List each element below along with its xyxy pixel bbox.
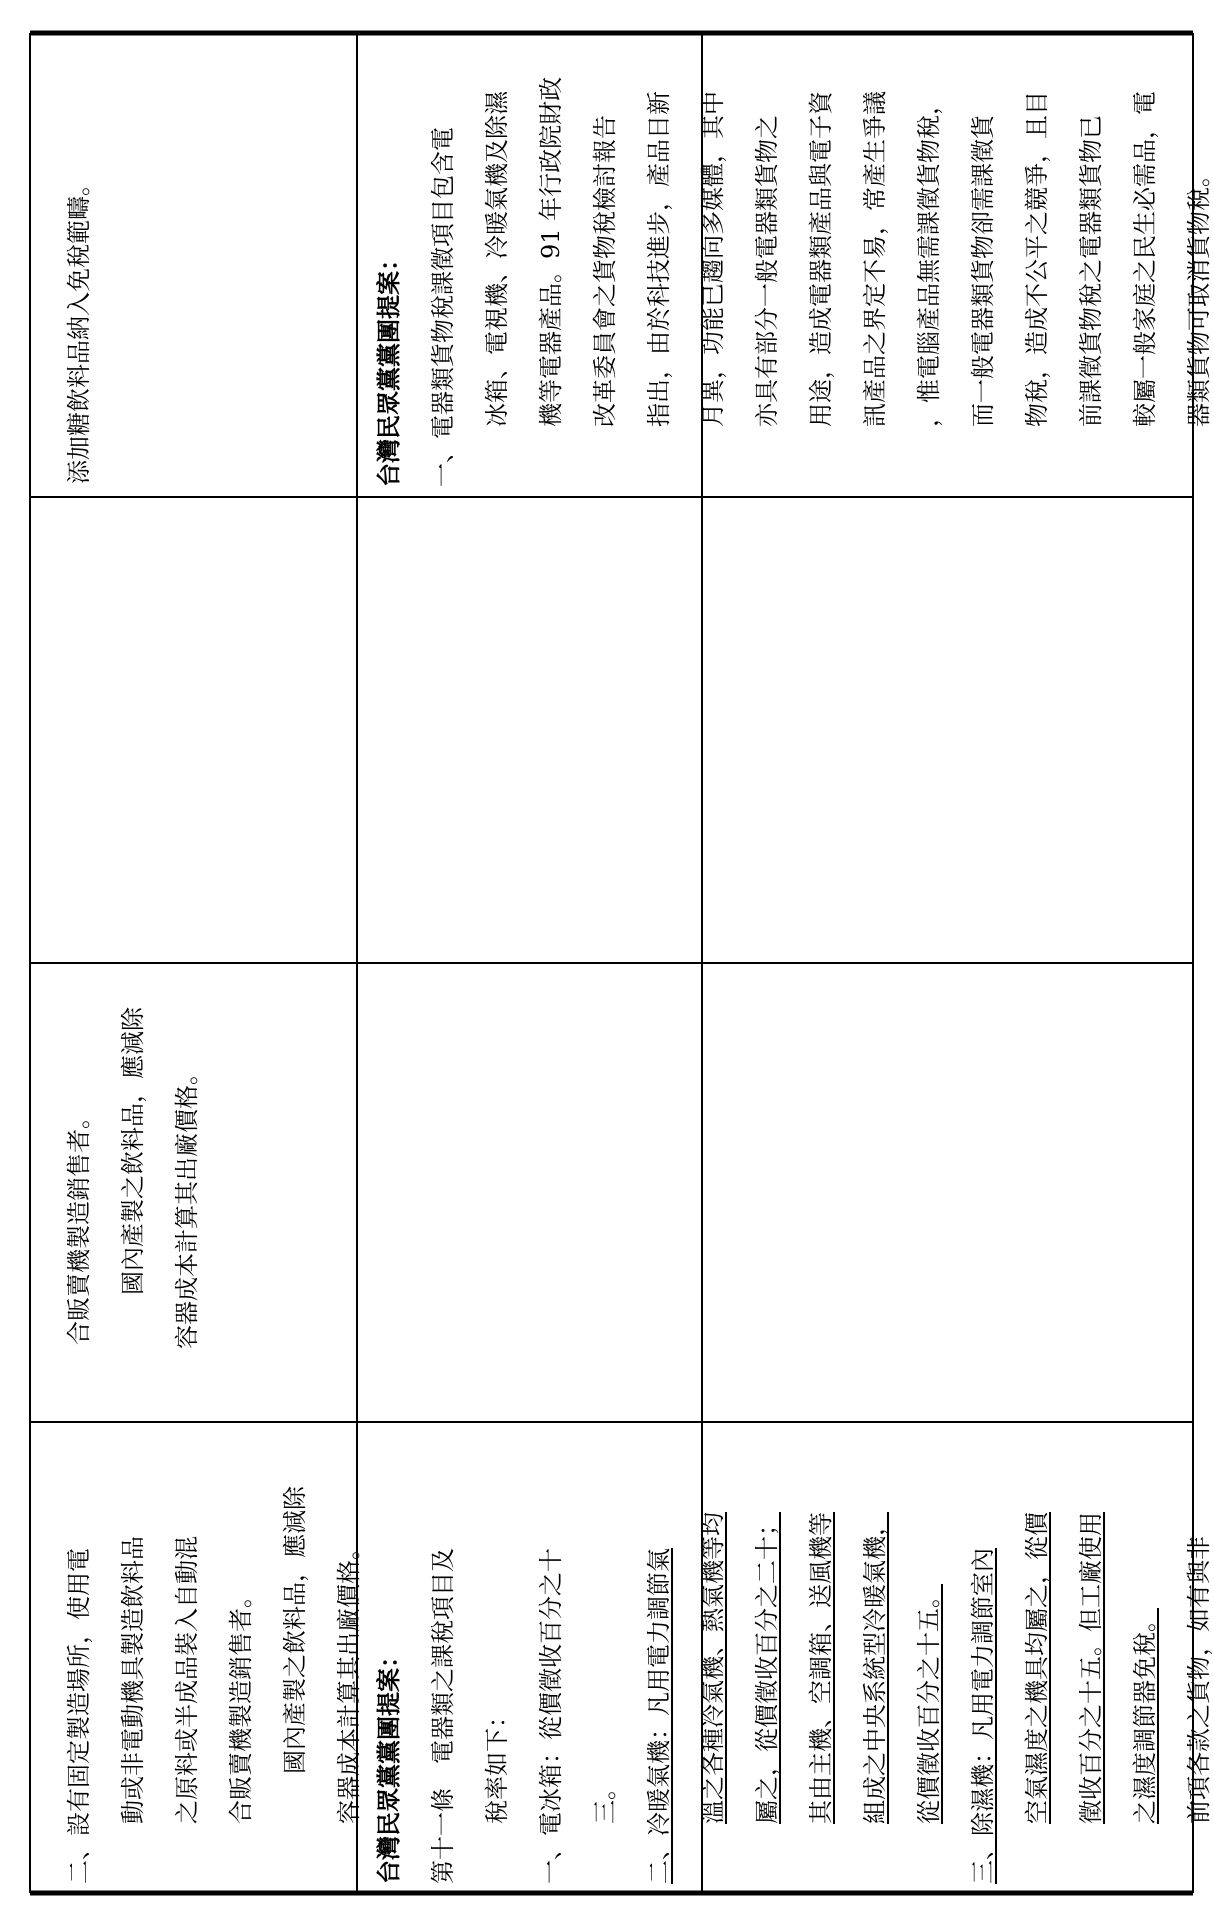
row1-col3-line: 較屬一般家庭之民生必需品，電 [1131, 91, 1159, 427]
row3-col2-line: 二、冷暖氣機：凡用電力調節氣 [645, 1548, 673, 1884]
row3-col2-line: 組成之中央系統型冷暖氣機， [861, 1512, 889, 1824]
row2-col1-text [52, 1007, 214, 1405]
row3-col2-line: 空氣濕度之機具均屬之，從價 [1023, 1512, 1051, 1824]
row2-col1-line: 合販賣機製造銷售者。 [65, 1105, 93, 1345]
row3-col2-line: 之濕度調節器免稅。 [1131, 1608, 1159, 1824]
row1-col3-line: 月異，功能已趨向多媒體，其中 [699, 91, 727, 427]
row1-col3-line: 物稅，造成不公平之競爭，且目 [1023, 91, 1051, 427]
row3-col2-line: 徵收百分之十五。但工廠使用 [1077, 1512, 1105, 1824]
row1-col3-line: 而一般電器類貨物卻需課徵貨 [969, 115, 997, 427]
row1-col3-heading: 台灣民眾黨黨團提案： [375, 247, 403, 487]
row1-col3-line: 機等電器產品。91 年行政院財政 [537, 76, 565, 427]
row1-col3-line: 指出，由於科技進步，產品日新 [645, 91, 673, 427]
row1-col3-line: 亦具有部分一般電器類貨物之 [753, 115, 781, 427]
row1-col1-text [52, 172, 106, 484]
row1-col3-line: 改革委員會之貨物稅檢討報告 [591, 115, 619, 427]
row3-col2-line: 第十一條 電器類之課稅項目及 [429, 1548, 457, 1884]
row1-col3-line: 一、電器類貨物稅課徵項目包含電 [429, 127, 457, 487]
row1-col3-text [362, 77, 1213, 487]
row3-col2-line: 前項各款之貨物，如有與非 [1185, 1536, 1213, 1824]
row3-col2-text [362, 1512, 1213, 1884]
row3-col1-line: 之原料或半成品裝入自動混 [173, 1536, 201, 1824]
row2-col1-line: 容器成本計算其出廠價格。 [173, 1061, 201, 1349]
row3-col1-line: 二、設有固定製造場所，使用電 [65, 1548, 93, 1884]
row1-col3-line: 訊產品之界定不易，常產生爭議 [861, 91, 889, 427]
row3-col1-line: 合販賣機製造銷售者。 [227, 1584, 255, 1824]
row3-col1-line: 容器成本計算其出廠價格。 [335, 1536, 363, 1824]
row3-col2-line: 其由主機、空調箱、送風機等 [807, 1512, 835, 1824]
row2-col1-line: 國內產製之飲料品，應減除 [119, 1007, 147, 1295]
row3-col2-line: 三。 [591, 1776, 619, 1824]
row1-col3-line: 用途，造成電器類產品與電子資 [807, 91, 835, 427]
row3-col1-text [52, 1486, 376, 1884]
row3-col2-line: 三、除濕機：凡用電力調節室內 [969, 1548, 997, 1884]
row3-col2-line: 屬之，從價徵收百分之二十； [753, 1512, 781, 1824]
row3-col2-line: 從價徵收百分之十五。 [915, 1584, 943, 1824]
row3-col2-line: 一、電冰箱：從價徵收百分之十 [537, 1548, 565, 1884]
row1-col3-line: ，惟電腦產品無需課徵貨物稅， [915, 91, 943, 427]
row3-col1-line: 動或非電動機具製造飲料品 [119, 1536, 147, 1824]
row1-col1-line: 添加糖飲料品納入免稅範疇。 [65, 172, 93, 484]
row3-col2-line: 稅率如下： [483, 1704, 511, 1824]
row3-col2-heading: 台灣民眾黨黨團提案： [375, 1644, 403, 1884]
row1-col3-line: 冰箱、電視機、冷暖氣機及除濕 [483, 91, 511, 427]
row3-col2-line: 溫之各種冷氣機、熱氣機等均 [699, 1512, 727, 1824]
row1-col3-line: 器類貨物可取消貨物稅。 [1185, 163, 1213, 427]
row3-col1-line: 國內產製之飲料品，應減除 [281, 1486, 309, 1774]
row1-col3-line: 前課徵貨物稅之電器類貨物已 [1077, 115, 1105, 427]
